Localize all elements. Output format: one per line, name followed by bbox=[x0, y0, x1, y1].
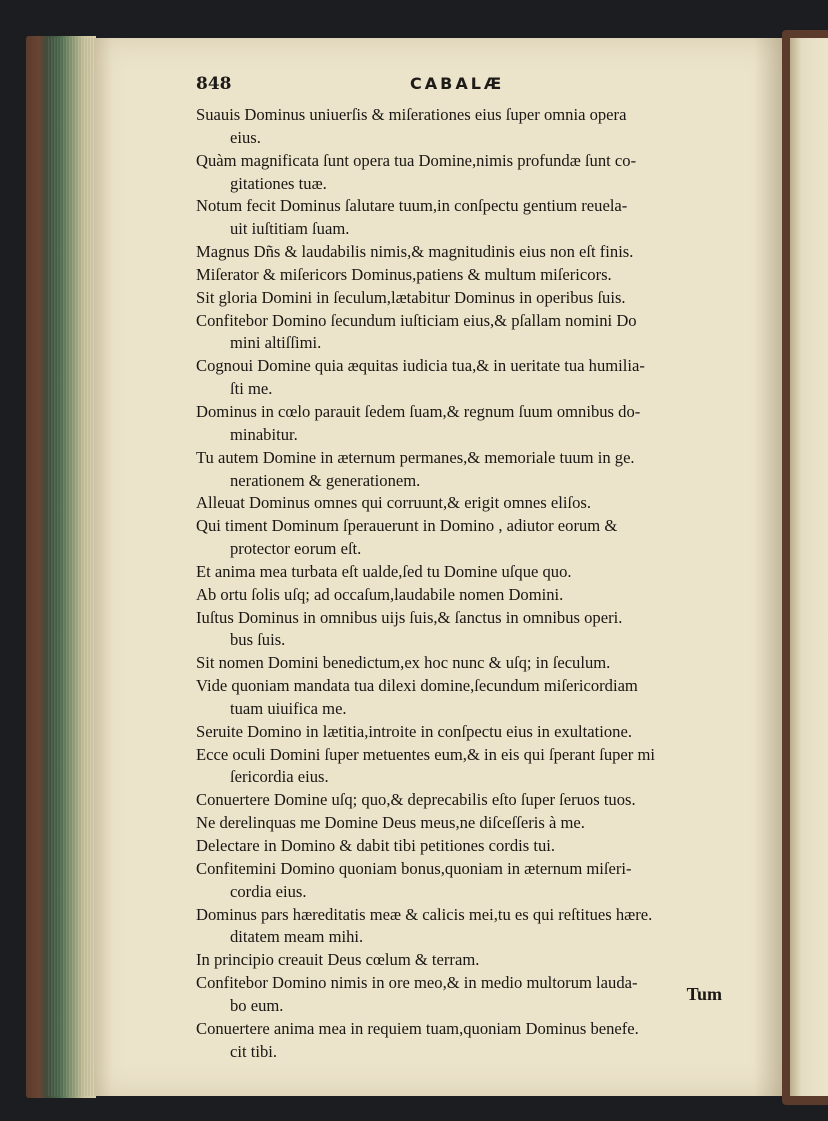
text-line: Alleuat Dominus omnes qui corruunt,& erigit omnes eliſos. bbox=[196, 493, 591, 513]
text-line: tuam uiuifica me. bbox=[230, 698, 347, 718]
text-line: Conuertere Domine uſq; quo,& deprecabilis eſto ſuper ſeruos tuos. bbox=[196, 790, 636, 810]
text-line: Miſerator & miſericors Dominus,patiens & multum miſericors. bbox=[196, 264, 612, 284]
text-line: Confitebor Domino nimis in ore meo,& in medio multorum lauda- bbox=[196, 973, 638, 993]
text-line: Dominus in cœlo parauit ſedem ſuam,& regnum ſuum omnibus do- bbox=[196, 401, 641, 421]
text-line: mini altiſſimi. bbox=[230, 333, 322, 353]
text-line: Delectare in Domino & dabit tibi petitiones cordis tui. bbox=[196, 836, 555, 855]
text-line: Seruite Domino in lætitia,introite in conſpectu eius in exultatione. bbox=[196, 721, 632, 741]
text-line: bus ſuis. bbox=[230, 630, 286, 650]
text-line: bo eum. bbox=[230, 995, 284, 1015]
text-line: Confitemini Domino quoniam bonus,quoniam in æternum miſeri- bbox=[196, 858, 632, 878]
page-edges bbox=[48, 38, 96, 1096]
text-line: ditatem meam mihi. bbox=[230, 927, 364, 947]
running-title: CABALÆ bbox=[410, 74, 505, 93]
text-line: Dominus pars hæreditatis meæ & calicis mei,tu es qui reſtitues hære. bbox=[196, 904, 653, 924]
text-line: Vide quoniam mandata tua dilexi domine,ſecundum miſericordiam bbox=[196, 676, 638, 696]
text-line: nerationem & generationem. bbox=[230, 470, 421, 490]
text-line: Et anima mea turbata eſt ualde,ſed tu Domine uſque quo. bbox=[196, 561, 572, 581]
text-line: protector eorum eſt. bbox=[230, 539, 362, 559]
text-line: Conuertere anima mea in requiem tuam,quoniam Dominus benefe. bbox=[196, 1018, 639, 1038]
text-line: Ne derelinquas me Domine Deus meus,ne diſceſſeris à me. bbox=[196, 813, 585, 833]
text-line: cordia eius. bbox=[230, 881, 307, 901]
main-text bbox=[196, 104, 724, 1063]
text-line: Sit nomen Domini benedictum,ex hoc nunc & uſq; in ſeculum. bbox=[196, 653, 611, 673]
text-line: Magnus Dñs & laudabilis nimis,& magnitudinis eius non eſt finis. bbox=[196, 242, 634, 262]
text-line: In principio creauit Deus cœlum & terram. bbox=[196, 950, 480, 970]
text-line: Ecce oculi Domini ſuper metuentes eum,& in eis qui ſperant ſuper mi bbox=[196, 744, 655, 764]
text-line: ſericordia eius. bbox=[230, 767, 329, 787]
text-line: Suauis Dominus uniuerſis & miſerationes eius ſuper omnia opera bbox=[196, 105, 627, 124]
text-line: Qui timent Dominum ſperauerunt in Domino , adiutor eorum & bbox=[196, 516, 618, 536]
page-number: 848 bbox=[196, 74, 232, 94]
text-line: uit iuſtitiam ſuam. bbox=[230, 219, 350, 239]
text-line: eius. bbox=[230, 127, 261, 147]
page-header bbox=[196, 74, 736, 98]
text-line: Tu autem Domine in æternum permanes,& memoriale tuum in ge. bbox=[196, 447, 635, 467]
text-line: cit tibi. bbox=[230, 1041, 278, 1061]
text-line: Ab ortu ſolis uſq; ad occaſum,laudabile nomen Domini. bbox=[196, 584, 564, 604]
text-line: Notum fecit Dominus ſalutare tuum,in conſpectu gentium reuela- bbox=[196, 196, 628, 216]
text-line: minabitur. bbox=[230, 424, 298, 444]
text-line: Cognoui Domine quia æquitas iudicia tua,& in ueritate tua humilia- bbox=[196, 356, 645, 376]
facing-page-edge bbox=[790, 38, 828, 1096]
text-line: ſti me. bbox=[230, 379, 273, 399]
catchword: Tum bbox=[686, 984, 722, 1004]
text-line: Sit gloria Domini in ſeculum,lætabitur Dominus in operibus ſuis. bbox=[196, 287, 626, 307]
text-line: Confitebor Domino ſecundum iuſticiam eius,& pſallam nomini Do bbox=[196, 310, 637, 330]
text-line: gitationes tuæ. bbox=[230, 173, 327, 193]
text-line: Quàm magnificata ſunt opera tua Domine,nimis profundæ ſunt co- bbox=[196, 150, 637, 170]
text-line: Iuſtus Dominus in omnibus uijs ſuis,& ſanctus in omnibus operi. bbox=[196, 607, 623, 627]
